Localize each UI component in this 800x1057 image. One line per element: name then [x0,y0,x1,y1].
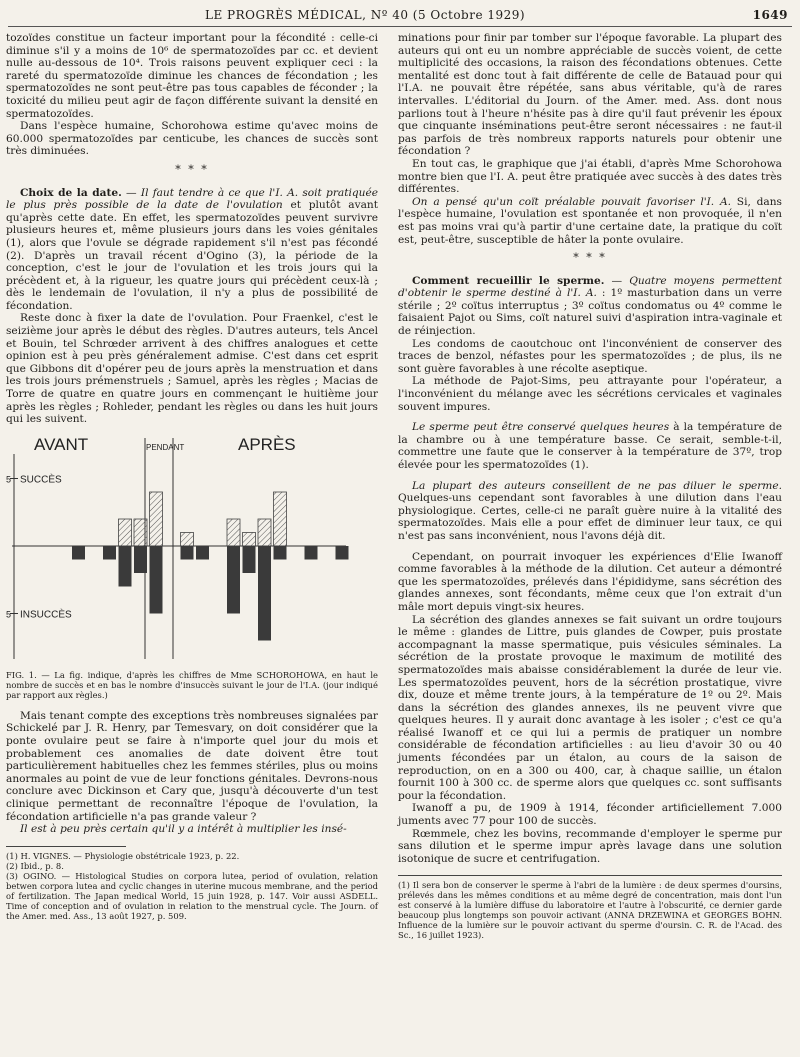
right-paragraph-7 [398,421,782,471]
bar-insucces [243,546,256,573]
left-footnotes [6,851,378,921]
section-comment-recueillir [398,275,782,338]
section-title: Comment recueillir le sperme. [412,274,605,287]
journal-title: LE PROGRÈS MÉDICAL, Nº 40 (5 Octobre 1929) [205,8,526,22]
italic-lead: Il faut tendre à ce que l'I. A. soit pratiquée le plus près possible de la date de l'ovulation [6,186,378,212]
bar-insucces [258,546,271,641]
page-number: 1649 [752,8,788,22]
footnote-3: (3) OGINO. — Histological Studies on corpora lutea, period of ovulation, relation betwen corpora lutea and cyclic changes in uterine mucous membrane, and the period of fertilization. The Japan medical World, 15 juin 1928, p. 147. Voir aussi ASDELL. Time of conception and of ovulation in relation to the menstrual cycle. The Journ. of the Amer. med. Ass., 13 août 1927, p. 509. [6,870,378,921]
left-column [6,32,378,921]
bar-insucces [227,546,240,614]
series-label-insucces: INSUCCÈS [20,609,72,621]
bar-succes [258,519,271,546]
section-separator: * * * [175,162,209,176]
italic-lead: Le sperme peut être conservé quelques heures [412,421,670,434]
italic-lead: Quatre moyens permettent d'obtenir le sperme destiné à l'I. A. [398,274,782,300]
label-avant: AVANT [34,434,89,454]
bar-insucces [196,546,209,560]
right-footnotes [398,880,782,940]
tick-label: 5 [6,609,12,620]
header-rule [8,26,792,27]
right-paragraph-2: En tout cas, le graphique que j'ai établi, d'après Mme Schorohowa montre bien que l'I. A. peut être pratiquée avec succès à des dates très différentes. [398,157,782,196]
bar-succes [119,519,132,546]
bar-insucces [274,546,287,560]
section-title: Choix de la date. [20,186,122,199]
right-paragraph-10: La sécrétion des glandes annexes se fait suivant un ordre toujours le même : glandes de Littre, puis glandes de Cowper, puis prostate accompagnant la masse spermatique, puis vésicules séminales. La sécrétion de la prostate provoque le maximum de motilité des spermatozoïdes mais abaisse considérablement la durée de leur vie. Les spermatozoïdes peuvent, hors de la sécrétion prostatique, vivre dix, douze et même trente jours, à la température de 1º ou 2º. Mais dans la sécrétion des glandes annexes, ils ne peuvent vivre que quelques heures. Il y aurait donc avantage à les isoler ; c'est ce qu'a réalisé Iwanoff et ce qui lui a permis de pratiquer un nombre considérable de fécondation artificielles : au lieu d'avoir 30 ou 40 juments fécondées par un étalon, au cours de la saison de reproduction, on en a 300 ou 400, car, à chaque saillie, un étalon fournit 100 à 300 cc. de sperme alors que quelques cc. sont suffisants pour la fécondation. [398,613,782,802]
left-paragraph-2: Dans l'espèce humaine, Schorohowa estime qu'avec moins de 60.000 spermatozoïdes par centicube, les chances de succès sont très diminuées. [6,120,378,158]
left-paragraph-1: tozoïdes constitue un facteur important pour la fécondité : celle-ci diminue s'il y a moins de 10⁶ de spermatozoïdes par cc. et devient nulle au-dessous de 10⁴. Trois raisons peuvent expliquer ceci : la rareté du spermatozoïde diminue les chances de fécondation ; les spermatozoïdes ne sont peut-être pas tous capables de féconder ; la toxicité du milieu peut agir de façon différente suivant la densité en spermatozoïdes. [6,32,378,120]
tick-label: 5 [6,474,12,485]
right-paragraph-12: Rœmmele, chez les bovins, recommande d'employer le sperme pur sans dilution et le sperme impur après lavage dans une solution isotonique de sucre et centrifugation. [398,827,782,865]
bar-insucces [181,546,194,560]
bar-succes [227,519,240,546]
figure-caption: FIG. 1. — La fig. indique, d'après les chiffres de Mme SCHOROHOWA, en haut le nombre de succès et en bas le nombre d'insuccès suivant le jour de l'I.A. (jour indiqué par rapport aux règles.) [6,669,378,700]
right-paragraph-6: La méthode de Pajot-Sims, peu attrayante pour l'opérateur, a l'inconvénient du mélange avec les sécrétions cervicales et vaginales souvent impures. [398,375,782,413]
paragraph-body: Quelques-uns cependant sont favorables à une dilution dans l'eau physiologique. Certes, celle-ci ne paraît guère nuire à la vitalité des spermatozoïdes. Mais elle a pour effet de diminuer leur taux, ce qui n'est pas sans inconvénient, nous l'avons déjà dit. [398,492,782,542]
bar-succes [243,532,256,546]
left-paragraph-6: Il est à peu près certain qu'il y a intérêt à multiplier les insé- [20,823,347,836]
bar-succes [150,492,163,546]
right-paragraph-5: Les condoms de caoutchouc ont l'inconvénient de conserver des traces de benzol, néfastes pour les spermatozoïdes ; de plus, ils ne sont guère favorables à une récolte aseptique. [398,337,782,375]
label-pendant: PENDANT [146,442,185,452]
running-header [0,6,800,26]
footnote-1: (1) H. VIGNES. — Physiologie obstétricale 1923, p. 22. [6,850,240,861]
bar-succes [274,492,287,546]
footnote-rule [6,846,126,847]
bar-succes [181,532,194,546]
right-paragraph-9: Cependant, on pourrait invoquer les expériences d'Elie Iwanoff comme favorables à la méthode de la dilution. Cet auteur a démontré que les spermatozoïdes, prélevés dans l'épididyme, sans sécrétion des glandes annexes, sont fécondants, même ceux que l'on extrait d'un mâle mort depuis vingt-six heures. [398,550,782,613]
section-body: et plutôt avant qu'après cette date. En effet, les spermatozoïdes peuvent survivre plusieurs heures et, même plusieurs jours dans les voies génitales (1), alors que l'ovule se dégrade rapidement s'il n'est pas fécondé (2). D'après un travail récent d'Ogino (3), la période de la conception, c'est le jour de l'ovulation et les trois jours qui la précèdent et, à la rigueur, les quatre jours qui précèdent ceux-là ; dès le lendemain de l'ovulation, il n'y a plus de possibilité de fécondation. [6,199,379,312]
right-column [398,32,782,940]
dash: — [604,274,630,287]
italic-lead: La plupart des auteurs conseillent de ne pas diluer le sperme. [412,479,782,492]
bar-chart [6,434,378,666]
bar-insucces [103,546,116,560]
section-separator: * * * [573,251,607,265]
bar-insucces [336,546,349,560]
bar-succes [134,519,147,546]
figure-1-chart [6,434,378,666]
italic-lead: On a pensé qu'un coït préalable pouvait favoriser l'I. A. [412,195,731,208]
series-label-succes: SUCCÈS [20,474,62,486]
bar-insucces [72,546,85,560]
right-paragraph-1: minations pour finir par tomber sur l'époque favorable. La plupart des auteurs qui ont eu un nombre appréciable de succès voient, de cette multiplicité des occasions, la raison des fécondations obtenues. Cette mentalité est donc tout à fait différente de celle de Batauad pour qui l'I.A. ne pouvait être répétée, sans abus véritable, qu'à de rares intervalles. L'éditorial du Journ. of the Amer. med. Ass. dont nous parlions tout à l'heure n'hésite pas à dire qu'il faut prévenir les époux que cinquante inséminations peut-être seront nécessaires : ne faut-il pas parfois de très nombreux rapports naturels pour obtenir une fécondation ? [398,32,782,158]
right-paragraph-1-lead [398,32,782,158]
bar-insucces [305,546,318,560]
right-paragraph-11: Iwanoff a pu, de 1909 à 1914, féconder artificiellement 7.000 juments avec 77 pour 100 de succès. [398,802,782,828]
paragraph-body: Si, dans l'espèce humaine, l'ovulation est spontanée et non provoquée, il n'en est pas moins vrai qu'à partir d'une certaine date, la pratique du coït est, peut-être, susceptible de hâter la ponte ovulaire. [398,195,782,246]
label-apres: APRÈS [238,434,296,454]
dash: — [121,186,141,199]
section-body: : 1º masturbation dans un verre stérile ; 2º coïtus interruptus ; 3º coïtus condomatus ou 4º comme le faisaient Pajot ou Sims, coït naturel suivi d'aspiration intra-vaginale et de réinjection. [398,287,782,338]
bar-insucces [150,546,163,614]
right-paragraph-8 [398,480,782,543]
footnote-1: (1) Il sera bon de conserver le sperme à l'abri de la lumière : de deux spermes d'oursins, prélevés dans les mêmes conditions et au même degré de concentration, mais dont l'un est conservé à la lumière diffuse du laboratoire et l'autre à l'obscurité, ce dernier garde beaucoup plus longtemps son pouvoir activant (ANNA DRZEWINA et GEORGES BOHN. Influence de la lumière sur le pouvoir activant du sperme d'oursin. C. R. de l'Acad. des Sc., 16 juillet 1923). [398,880,782,941]
footnote-rule [398,875,782,876]
paragraph-body: à la température de la chambre ou à une température basse. Ce serait, semble-t-il, commettre une faute que le conserver à la température de 37º, trop élevée pour les spermatozoïdes (1). [398,421,782,471]
left-paragraph-5: Mais tenant compte des exceptions très nombreuses signalées par Schickelé par J. R. Henry, par Temesvary, on doit considérer que la ponte ovulaire peut se faire à n'importe quel jour du mois et probablement ces anomalies de date doivent être tout particulièrement habituelles chez les femmes stériles, plus ou moins anormales au point de vue de leur fonctions génitales. Devrons-nous conclure avec Dickinson et Cary que, jusqu'à découverte d'un test clinique permettant de reconnaître l'époque de l'ovulation, la fécondation artificielle n'a pas grande valeur ? [6,709,378,823]
bar-insucces [119,546,132,587]
section-choix-date [6,187,378,313]
bar-insucces [134,546,147,573]
right-paragraph-3 [398,196,782,246]
footnote-2: (2) Ibid., p. 8. [6,860,64,871]
left-paragraph-4: Reste donc à fixer la date de l'ovulation. Pour Fraenkel, c'est le seizième jour après le début des règles. D'autres auteurs, tels Ancel et Bouin, tel Schrœder arrivent à des chiffres analogues et cette opinion est à peu près généralement admise. C'est dans cet esprit que Gibbons dit d'opérer peu de jours après la menstruation et dans les trois jours prémenstruels ; Samuel, après les règles ; Macias de Torre de quatre en quatre jours en commençant le huitième jour après les règles ; Rohleder, pendant les règles ou dans les huit jours qui les suivent. [6,312,378,426]
